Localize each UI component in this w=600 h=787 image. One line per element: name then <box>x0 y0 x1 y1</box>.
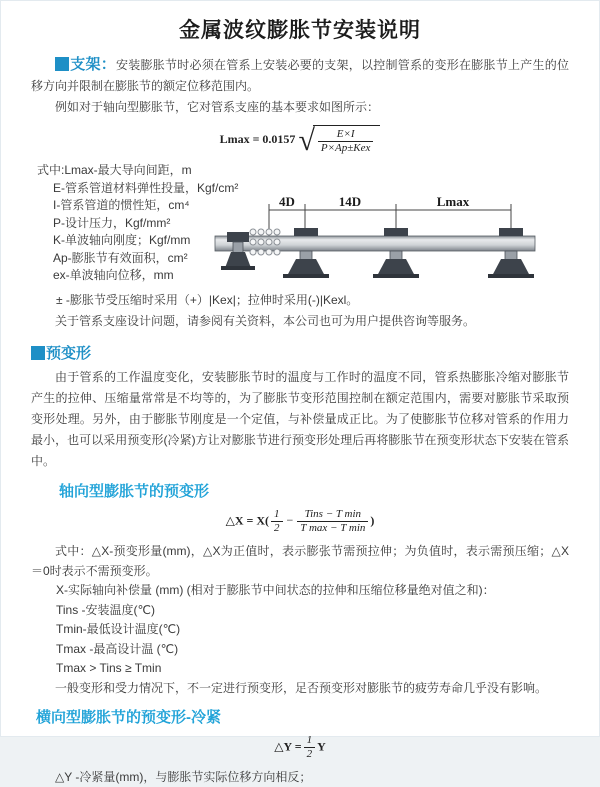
axial-def-line: X-实际轴向补偿量 (mm) (相对于膨胀节中间状态的拉伸和压缩位移量绝对值之和)： <box>56 583 495 597</box>
sqrt-sign: √ <box>298 124 313 157</box>
predeform-section-heading <box>31 342 569 363</box>
half-denominator: 2 <box>274 522 280 534</box>
axial-explain-paragraph: 式中：△X-预变形量(mm)，△X为正值时，表示膨张节需预拉伸；为负值时，表示需预压缩；△X＝0时表示不需预变形。 <box>31 544 569 578</box>
definition-item: K-单波轴向刚度；Kgf/mm <box>53 233 191 247</box>
lateral-formula-half <box>304 734 316 761</box>
definition-item: ex-单波轴向位移，mm <box>53 268 174 282</box>
predeform-heading-label: 预变形 <box>46 345 92 362</box>
lateral-formula-rhs: Y <box>317 739 326 754</box>
guide-support <box>373 228 419 278</box>
pm-note-line: ± -膨胀节受压缩时采用（+）|Kex|；拉伸时采用(-)|Kexl。 <box>56 293 359 307</box>
section-bullet-icon <box>55 57 69 71</box>
lmax-formula-numerator: E×I <box>318 128 374 142</box>
definition-item: P-设计压力，Kgf/mm² <box>53 215 171 230</box>
pipe-support-diagram <box>215 192 567 290</box>
lateral-formula-lhs: △Y = <box>274 739 302 754</box>
lateral-subsection-heading: 横向型膨胀节的预变形-冷紧 <box>36 709 221 726</box>
support-paragraph <box>31 54 569 97</box>
axial-formula-temp-fraction <box>297 508 368 535</box>
definition-item: I-管系管道的惯性矩，cm⁴ <box>53 198 190 212</box>
support-example-line: 例如对于轴向型膨胀节，它对管系支座的基本要求如图所示： <box>55 100 380 114</box>
axial-def-line: Tmax -最高设计温 (℃) <box>56 641 179 656</box>
temp-numerator: Tins − T min <box>297 508 368 522</box>
axial-formula-half <box>271 508 283 535</box>
axial-formula-lhs: △X = X( <box>225 513 270 528</box>
consult-note-line: 关于管系支座设计问题，请参阅有关资料，本公司也可为用户提供咨询等服务。 <box>55 314 476 328</box>
temp-denominator: T max − T min <box>300 522 366 534</box>
lmax-formula-fraction <box>318 128 374 155</box>
axial-note-line: 一般变形和受力情况下，不一定进行预变形，足否预变形对膨胀节的疲劳寿命几乎没有影响。 <box>55 680 548 695</box>
minus-operator: − <box>286 513 294 528</box>
predeform-paragraph: 由于管系的工作温度变化，安装膨胀节时的温度与工作时的温度不同，管系热膨胀冷缩对膨胀节产生的拉伸、压缩量常常是不均等的，为了膨胀节变形范围控制在额定范围内，需要对膨胀节采取预变形处理。另外，由于膨胀节刚度是一个定值，与补偿量成正比。为了使膨胀节位移对管系的作用力最小，也可以采用预变形(冷紧)方让对膨胀节进行预变形处理后再将膨胀节在预变形状态下安装在管系中。 <box>31 370 569 468</box>
dim-label-14d: 14D <box>338 194 362 209</box>
half-numerator: 1 <box>271 508 283 522</box>
sqrt-radical <box>298 125 380 155</box>
definition-item: 式中:Lmax-最大导向间距，m <box>37 163 192 177</box>
guide-support <box>283 228 329 278</box>
dim-label-4d: 4D <box>279 194 295 209</box>
axial-formula-rparen: ) <box>370 513 375 528</box>
lateral-note-line: △Y -冷紧量(mm)，与膨胀节实际位移方向相反； <box>55 770 312 784</box>
lmax-formula-denominator: P×Ap±Kex <box>320 142 371 154</box>
support-section-heading: 支架： <box>70 56 116 73</box>
definition-item: E-管系管道材料弹性投量，Kgf/cm² <box>53 180 239 195</box>
axial-def-line: Tins -安装温度(℃) <box>56 602 156 617</box>
lateral-formula <box>31 734 569 761</box>
guide-support <box>488 228 534 278</box>
half-denominator: 2 <box>306 748 313 760</box>
axial-subsection-heading: 轴向型膨胀节的预变形 <box>59 483 210 500</box>
axial-def-line: Tmin-最低设计温度(℃) <box>56 622 181 636</box>
section-bullet-icon <box>31 346 45 360</box>
support-paragraph-text: 安装膨胀节时必须在管系上安装必要的支架，以控制管系的变形在膨胀节上产生的位移方向并限制在膨胀节的额定位移范围内。 <box>31 58 569 93</box>
axial-def-line: Tmax > Tins ≥ Tmin <box>56 661 162 675</box>
definitions-and-diagram <box>31 162 569 290</box>
definition-item: Ap-膨胀节有效面积，cm² <box>53 250 188 265</box>
half-numerator: 1 <box>304 734 316 748</box>
lmax-formula-lhs: Lmax = 0.0157 <box>219 131 296 146</box>
dim-label-lmax: Lmax <box>436 194 470 209</box>
axial-formula <box>31 508 569 535</box>
page-title: 金属波纹膨胀节安装说明 <box>179 19 421 42</box>
lmax-formula <box>31 125 569 155</box>
